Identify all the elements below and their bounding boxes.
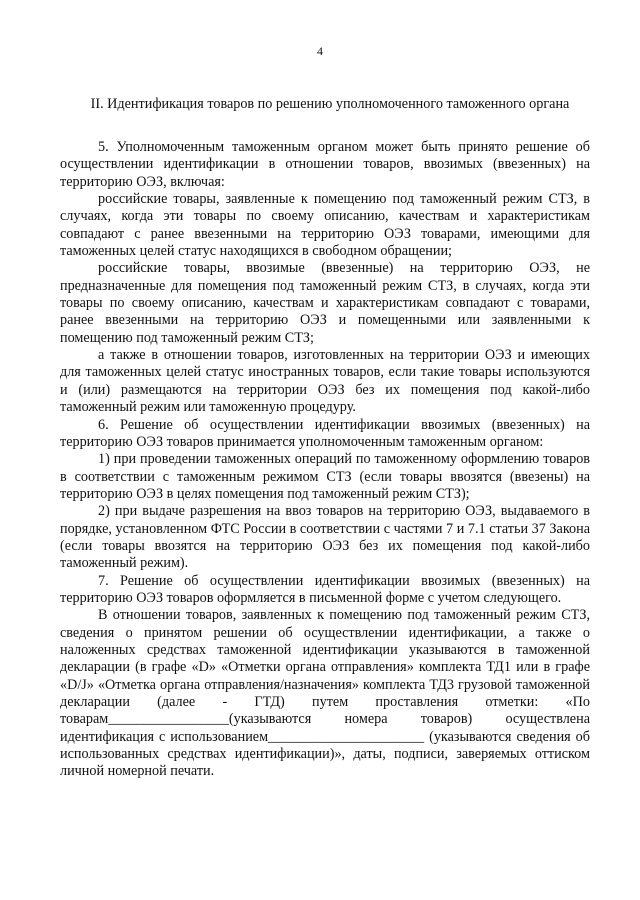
document-body <box>60 139 590 781</box>
paragraph-7-intro: 7. Решение об осуществлении идентификации ввозимых (ввезенных) на территорию ОЭЗ товаров оформляется в письменной форме с учетом следующего. <box>60 572 590 606</box>
paragraph-6-item-1: 1) при проведении таможенных операций по таможенному оформлению товаров в соответствии с таможенным режимом СТЗ (если товары ввозятся (ввезены) на территорию ОЭЗ в целях помещения под таможенный режим СТЗ); <box>60 451 590 502</box>
paragraph-russian-goods-stz: российские товары, заявленные к помещению под таможенный режим СТЗ, в случаях, когда эти товары по своему описанию, качествам и характеристикам совпадают с ранее ввезенными на территорию ОЭЗ товарами, имеющими для таможенных целей статус находящихся в свободном обращении; <box>60 191 590 260</box>
paragraph-russian-goods-not-stz: российские товары, ввозимые (ввезенные) на территорию ОЭЗ, не предназначенные для помещения под таможенный режим СТЗ, в случаях, когда эти товары по своему описанию, качествам и характеристикам совпадают с товарами, ранее ввезенными на территорию ОЭЗ и помещенными или заявленными к помещению под таможенный режим СТЗ; <box>60 260 590 346</box>
paragraph-foreign-status-goods: а также в отношении товаров, изготовленных на территории ОЭЗ и имеющих для таможенных целей статус иностранных товаров, если такие товары используются и (или) размещаются на территории ОЭЗ без их помещения под какой-либо таможенный режим или таможенную процедуру. <box>60 347 590 416</box>
paragraph-7-declaration-marks: В отношении товаров, заявленных к помещению под таможенный режим СТЗ, сведения о принятом решении об осуществлении идентификации, а также о наложенных средствах таможенной идентификации указываются в таможенной декларации (в графе «D» «Отметки органа отправления» комплекта ТД1 или в графе «D/J» «Отметка органа отправления/назначения» комплекта ТД3 грузовой таможенной декларации (далее - ГТД) путем проставления отметки: «По товарам_________________(указываются номера товаров) осуществлена идентификация с использованием______________________ (указываются сведения об использованных средствах идентификации)», даты, подписи, заверяемых оттиском личной номерной печати. <box>60 607 590 780</box>
paragraph-6-intro: 6. Решение об осуществлении идентификации ввозимых (ввезенных) на территорию ОЭЗ товаров принимается уполномоченным таможенным органом: <box>60 416 590 450</box>
paragraph-5-intro: 5. Уполномоченным таможенным органом может быть принято решение об осуществлении идентификации в отношении товаров, ввозимых (ввезенных) на территорию ОЭЗ, включая: <box>60 139 590 190</box>
page-number: 4 <box>317 44 323 58</box>
section-title: II. Идентификация товаров по решению уполномоченного таможенного органа <box>90 96 570 112</box>
paragraph-6-item-2: 2) при выдаче разрешения на ввоз товаров на территорию ОЭЗ, выдаваемого в порядке, установленном ФТС России в соответствии с частями 7 и 7.1 статьи 37 Закона (если товары ввозятся на территорию ОЭЗ без их помещения под какой-либо таможенный режим). <box>60 503 590 572</box>
